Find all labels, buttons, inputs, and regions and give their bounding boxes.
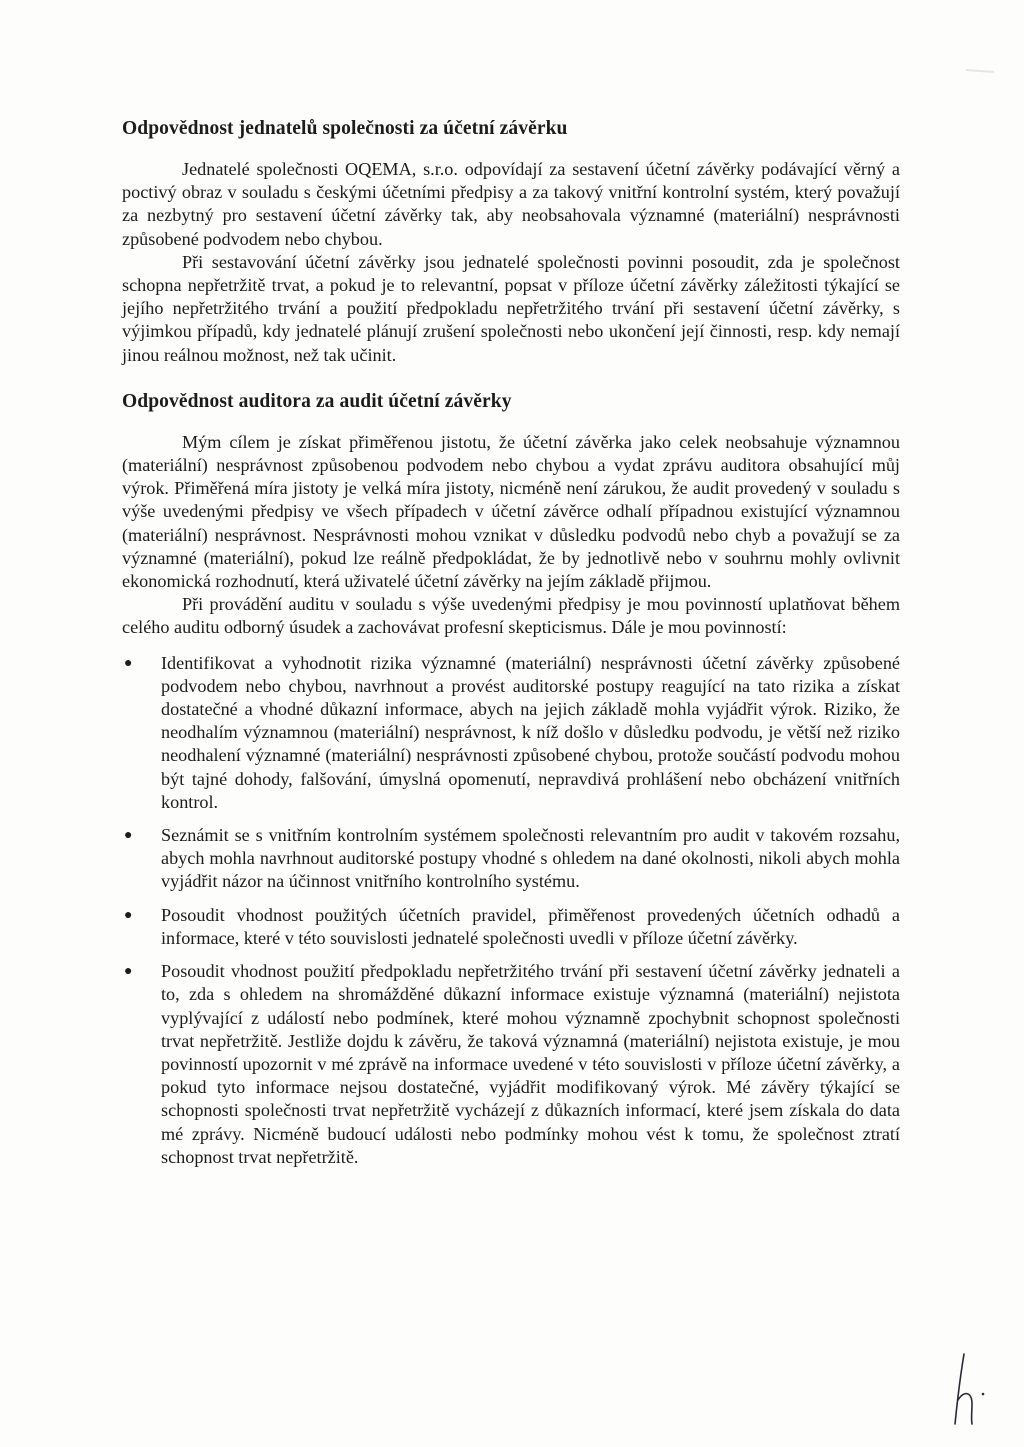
document-page	[122, 114, 900, 1179]
paragraph: Při sestavování účetní závěrky jsou jednatelé společnosti povinni posoudit, zda je společnost schopna nepřetržitě trvat, a pokud je to relevantní, popsat v příloze účetní závěrky záležitosti týkající se jejího nepřetržitého trvání a použití předpokladu nepřetržitého trvání při sestavení účetní závěrky, s výjimkou případů, kdy jednatelé plánují zrušení společnosti nebo ukončení její činnosti, resp. kdy nemají jinou reálnou možnost, než tak učinit.	[122, 251, 900, 365]
list-item	[122, 960, 900, 1169]
list-item-text: Posoudit vhodnost použitých účetních pravidel, přiměřenost provedených účetních odhadů a informace, které v této souvislosti jednatelé společnosti uvedli v příloze účetní závěrky.	[161, 904, 900, 948]
scan-artifact	[966, 69, 994, 73]
handwritten-initial-icon	[950, 1352, 990, 1428]
paragraph: Mým cílem je získat přiměřenou jistotu, že účetní závěrka jako celek neobsahuje významnou (materiální) nesprávnost způsobenou podvodem nebo chybou a vydat zprávu auditora obsahující můj výrok. Přiměřená míra jistoty je velká míra jistoty, nicméně není zárukou, že audit provedený v souladu s výše uvedenými předpisy ve všech případech v účetní závěrce odhalí případnou existující významnou (materiální) nesprávnost. Nesprávnosti mohou vznikat v důsledku podvodů nebo chyb a považují se za významné (materiální), pokud lze reálně předpokládat, že by jednotlivě nebo v souhrnu mohly ovlivnit ekonomická rozhodnutí, která uživatelé účetní závěrky na jejím základě přijmou.	[122, 431, 900, 592]
responsibility-list	[122, 652, 900, 1169]
list-item-text: Posoudit vhodnost použití předpokladu nepřetržitého trvání při sestavení účetní závěrky jednateli a to, zda s ohledem na shromážděné důkazní informace existuje významná (materiální) nejistota vyplývající z událostí nebo podmínek, které mohou významně zpochybnit schopnost společnosti trvat nepřetržitě. Jestliže dojdu k závěru, že taková významná (materiální) nejistota existuje, je mou povinností upozornit v mé zprávě na informace uvedené v této souvislosti v příloze účetní závěrky, a pokud tyto informace nejsou dostatečné, vyjádřit modifikovaný výrok. Mé závěry týkající se schopnosti společnosti trvat nepřetržitě vycházejí z důkazních informací, které jsem získala do data mé zprávy. Nicméně budoucí události nebo podmínky mohou vést k tomu, že společnost ztratí schopnost trvat nepřetržitě.	[161, 961, 900, 1167]
list-item	[122, 652, 900, 814]
list-item	[122, 904, 900, 950]
bullet-icon: ●	[124, 655, 133, 671]
bullet-icon: ●	[124, 907, 133, 923]
section-heading-auditor-responsibility: Odpovědnost auditora za audit účetní závěrky	[122, 390, 512, 412]
paragraph: Při provádění auditu v souladu s výše uvedenými předpisy je mou povinností uplatňovat během celého auditu odborný úsudek a zachovávat profesní skepticismus. Dále je mou povinností:	[122, 594, 900, 638]
list-item-text: Identifikovat a vyhodnotit rizika významné (materiální) nesprávnosti účetní závěrky způsobené podvodem nebo chybou, navrhnout a provést auditorské postupy reagující na tato rizika a získat dostatečné a vhodné důkazní informace, abych na jejich základě mohla vyjádřit výrok. Riziko, že neodhalím významnou (materiální) nesprávnost, k níž došlo v důsledku podvodu, je větší než riziko neodhalení významné (materiální) nesprávnosti způsobené chybou, protože součástí podvodu mohou být tajné dohody, falšování, úmyslná opomenutí, nepravdivá prohlášení nebo obcházení vnitřních kontrol.	[161, 652, 900, 812]
list-item	[122, 824, 900, 894]
section-heading-directors-responsibility: Odpovědnost jednatelů společnosti za účetní závěrku	[122, 118, 568, 139]
bullet-icon: ●	[124, 828, 133, 844]
bullet-icon: ●	[124, 964, 133, 980]
paragraph: Jednatelé společnosti OQEMA, s.r.o. odpovídají za sestavení účetní závěrky podávající věrný a poctivý obraz v souladu s českými účetními předpisy a za takový vnitřní kontrolní systém, který považují za nezbytný pro sestavení účetní závěrky tak, aby neobsahovala významné (materiální) nesprávnosti způsobené podvodem nebo chybou.	[122, 159, 900, 249]
list-item-text: Seznámit se s vnitřním kontrolním systémem společnosti relevantním pro audit v takovém rozsahu, abych mohla navrhnout auditorské postupy vhodné s ohledem na dané okolnosti, nikoli abych mohla vyjádřit názor na účinnost vnitřního kontrolního systému.	[161, 825, 900, 892]
